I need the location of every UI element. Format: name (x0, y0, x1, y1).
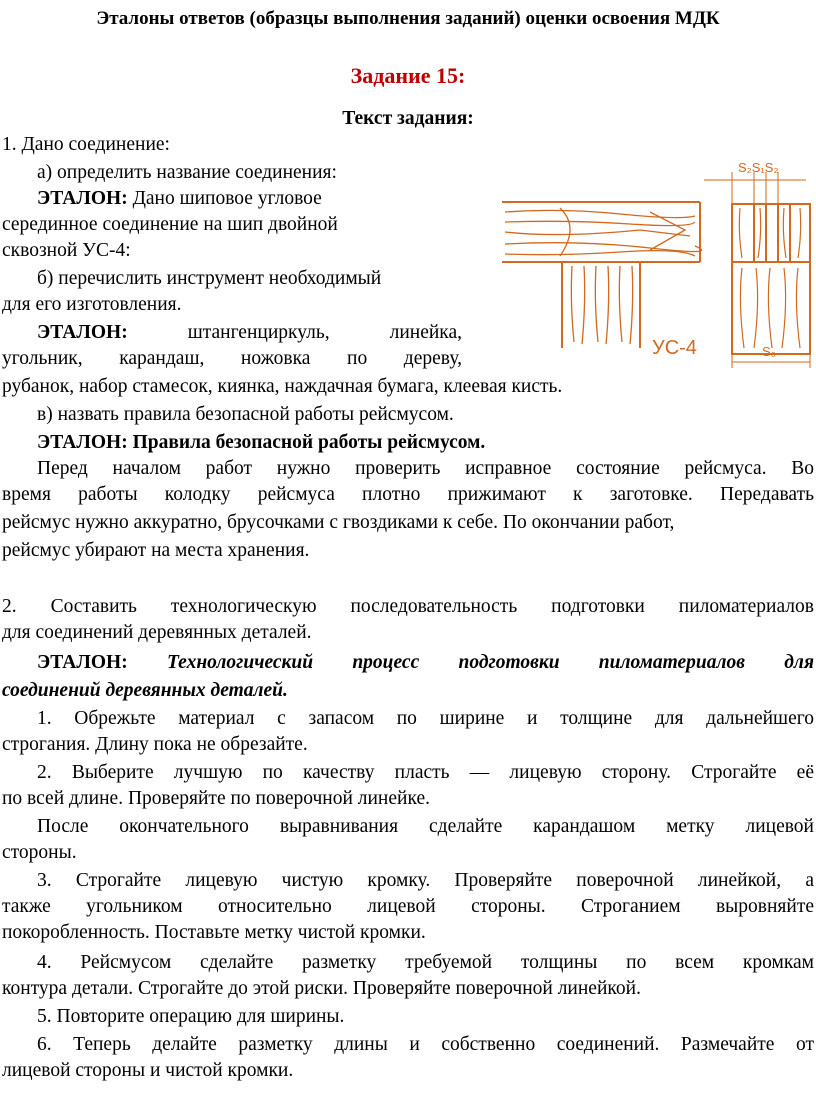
q2-line2: для соединений деревянных деталей. (2, 622, 312, 643)
q1-para-line3: рейсмус нужно аккуратно, брусочками с гвоздиками к себе. По окончании работ, (2, 512, 675, 533)
q2-step3-line2: также угольником относительно лицевой стороны. Строганием выровняйте (2, 896, 814, 917)
q2-step2-line1: 2. Выберите лучшую по качеству пласть — лицевую сторону. Строгайте её (37, 762, 814, 783)
q2-step3-line1: 3. Строгайте лицевую чистую кромку. Проверяйте поверочной линейкой, а (37, 870, 814, 891)
joint-label: УС-4 (652, 337, 697, 359)
dim-label-top: S₂S₁S₂ (738, 160, 779, 175)
q2-step2-line3: После окончательного выравнивания сделайте карандашом метку лицевой (37, 816, 814, 837)
q1-answer-b-line2: угольник, карандаш, ножовка по дереву, (2, 348, 462, 369)
q1-answer-a-line1 (37, 186, 322, 212)
q2-step4-line1: 4. Рейсмусом сделайте разметку требуемой толщины по всем кромкам (37, 952, 814, 973)
grain-line (798, 208, 801, 258)
etalon-label: ЭТАЛОН: (37, 652, 128, 673)
grain-line (739, 208, 742, 258)
q1-a: а) определить название соединения: (37, 162, 337, 183)
etalon-text: Технологический процесс подготовки пиломатериалов для (127, 652, 814, 673)
grain-line (595, 266, 598, 342)
q1-answer-b-line3: рубанок, набор стамесок, киянка, наждачная бумага, клеевая кисть. (2, 376, 563, 397)
q2-step2-line4: стороны. (2, 842, 77, 863)
q1-para-line2: время работы колодку рейсмуса плотно прижимают к заготовке. Передавать (2, 484, 814, 505)
q2-step1-line2: строгания. Длину пока не обрезайте. (2, 734, 308, 755)
q2-step6-line1: 6. Теперь делайте разметку длины и собственно соединений. Размечайте от (37, 1034, 814, 1055)
grain-line (768, 268, 772, 348)
answer-a-text: Дано шиповое угловое (127, 188, 322, 209)
q1-answer-a-line3: сквозной УС-4: (2, 240, 131, 261)
grain-line (740, 268, 744, 348)
grain-line (783, 208, 786, 258)
grain-line (505, 221, 695, 225)
q1-b: б) перечислить инструмент необходимый (37, 268, 382, 289)
grain-line (505, 243, 702, 252)
document-header: Эталоны ответов (образцы выполнения заданий) оценки освоения МДК (96, 8, 720, 29)
q1-c: в) назвать правила безопасной работы рейсмусом. (37, 404, 454, 425)
grain-line (582, 266, 585, 344)
task-title: Задание 15: (350, 63, 466, 88)
task-text-label: Текст задания: (342, 108, 474, 129)
q2-step1-line1: 1. Обрежьте материал с запасом по ширине и толщине для дальнейшего (37, 708, 814, 729)
q2-step4-line2: контура детали. Строгайте до этой риски. Проверяйте поверочной линейкой. (2, 978, 641, 999)
grain-line (782, 268, 786, 348)
q1-para-line1: Перед началом работ нужно проверить исправное состояние рейсмуса. Во (37, 458, 814, 479)
q2-step5: 5. Повторите операцию для ширины. (37, 1006, 345, 1027)
grain-line (560, 208, 570, 256)
dim-label-bottom: S₀ (762, 344, 777, 359)
answer-b-text: штангенциркуль, линейка, (187, 322, 463, 343)
q2-etalon-line1 (37, 650, 814, 676)
joint-drawing (500, 152, 816, 374)
grain-line (754, 268, 758, 348)
q2-step3-line3: покоробленность. Поставьте метку чистой кромки. (2, 922, 426, 943)
q2-step6-line2: лицевой стороны и чистой кромки. (2, 1060, 294, 1081)
q1-intro: 1. Дано соединение: (2, 134, 170, 155)
etalon-label: ЭТАЛОН: (37, 322, 128, 343)
q1-b-line2: для его изготовления. (2, 294, 182, 315)
q2-step2-line2: по всей длине. Проверяйте по поверочной линейке. (2, 788, 430, 809)
grain-line (505, 251, 695, 256)
q1-answer-c-title: ЭТАЛОН: Правила безопасной работы рейсмусом. (37, 432, 486, 453)
grain-line (758, 208, 761, 258)
etalon-label: ЭТАЛОН: (37, 188, 128, 209)
q2-line1: 2. Составить технологическую последовательность подготовки пиломатериалов (2, 596, 814, 617)
q1-answer-b-line1 (37, 320, 462, 346)
grain-line (619, 266, 622, 342)
grain-line (606, 266, 609, 344)
grain-line (630, 266, 633, 344)
grain-line (796, 268, 800, 348)
grain-line (571, 266, 574, 342)
q1-para-line4: рейсмус убирают на места хранения. (2, 540, 310, 561)
grain-line (505, 210, 695, 217)
q2-etalon-line2: соединений деревянных деталей. (2, 680, 288, 701)
grain-line (505, 230, 690, 236)
q1-answer-a-line2: серединное соединение на шип двойной (2, 214, 338, 235)
